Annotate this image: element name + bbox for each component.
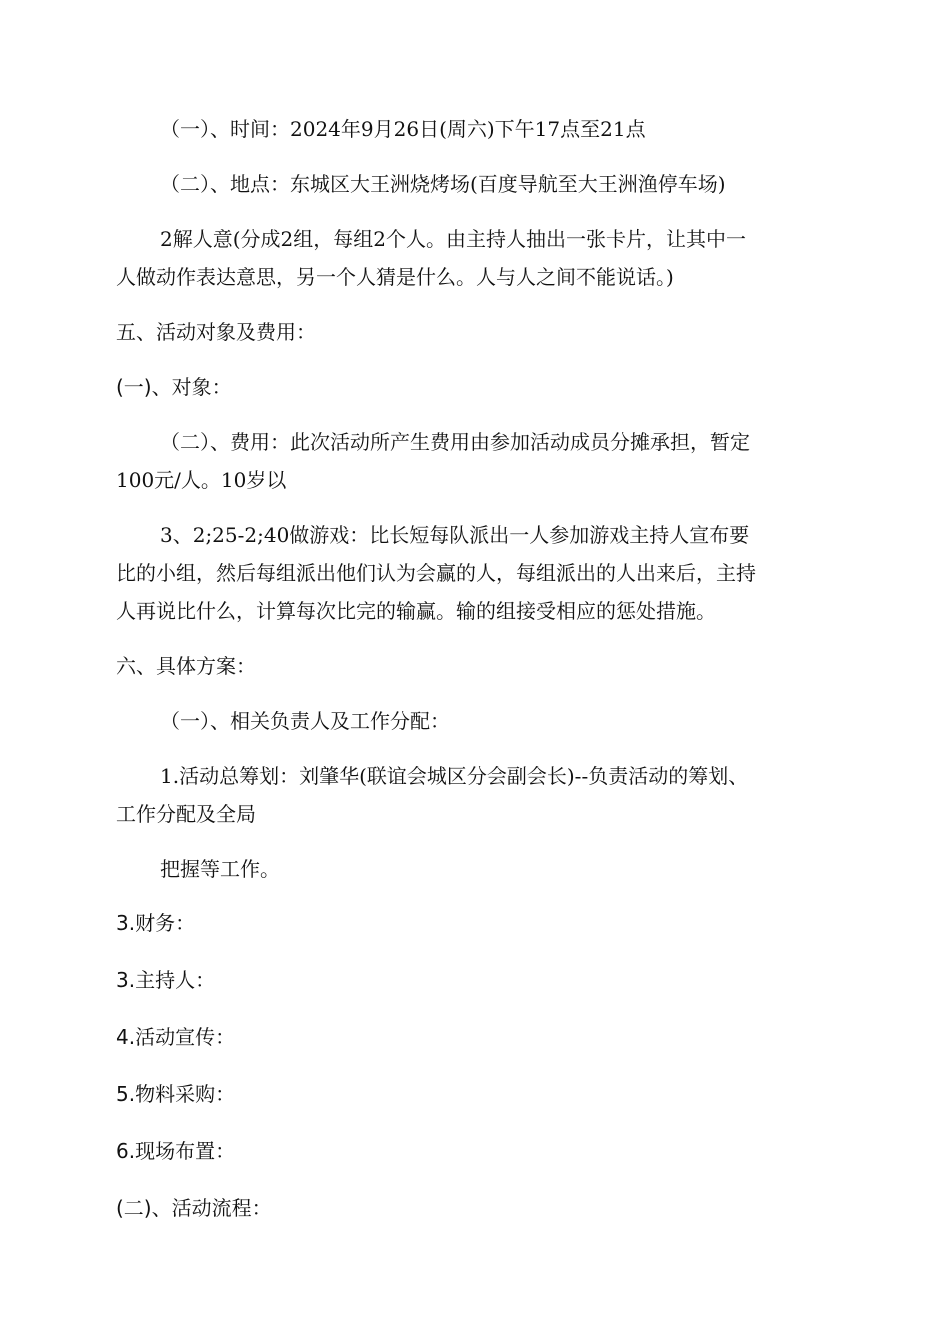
location-line: （二）、地点：东城区大王洲烧烤场(百度导航至大王洲渔停车场) (160, 172, 726, 196)
cost-line-2: 100元/人。10岁以 (116, 468, 287, 492)
section-heading-plan: 六、具体方案： (116, 654, 256, 678)
section-heading-participants-costs: 五、活动对象及费用： (116, 320, 316, 344)
activity-line-1: 3、2;25-2;40做游戏：比长短每队派出一人参加游戏主持人宣布要 (160, 523, 750, 547)
activity-line-3: 人再说比什么，计算每次比完的输赢。输的组接受相应的惩处措施。 (116, 599, 716, 623)
setup-line: 6.现场布置： (116, 1139, 236, 1163)
game-rule-line-2: 人做动作表达意思，另一个人猜是什么。人与人之间不能说话。) (116, 265, 674, 289)
cost-line-1: （二）、费用：此次活动所产生费用由参加活动成员分摊承担，暂定 (160, 430, 750, 454)
time-line: （一）、时间：2024年9月26日(周六)下午17点至21点 (160, 117, 646, 141)
host-line: 3.主持人： (116, 968, 216, 992)
planner-line-2: 工作分配及全局 (116, 802, 256, 826)
planner-line-1: 1.活动总筹划：刘肇华(联谊会城区分会副会长)--负责活动的筹划、 (160, 764, 749, 788)
planner-line-3: 把握等工作。 (160, 857, 280, 881)
game-rule-line-1: 2解人意(分成2组，每组2个人。由主持人抽出一张卡片，让其中一 (160, 227, 746, 251)
participants-line: (一)、对象： (116, 375, 232, 399)
procurement-line: 5.物料采购： (116, 1082, 236, 1106)
activity-line-2: 比的小组，然后每组派出他们认为会赢的人，每组派出的人出来后，主持 (116, 561, 756, 585)
publicity-line: 4.活动宣传： (116, 1025, 236, 1049)
finance-line: 3.财务： (116, 911, 196, 935)
responsibility-heading: （一）、相关负责人及工作分配： (160, 709, 450, 733)
process-heading: (二)、活动流程： (116, 1196, 272, 1220)
